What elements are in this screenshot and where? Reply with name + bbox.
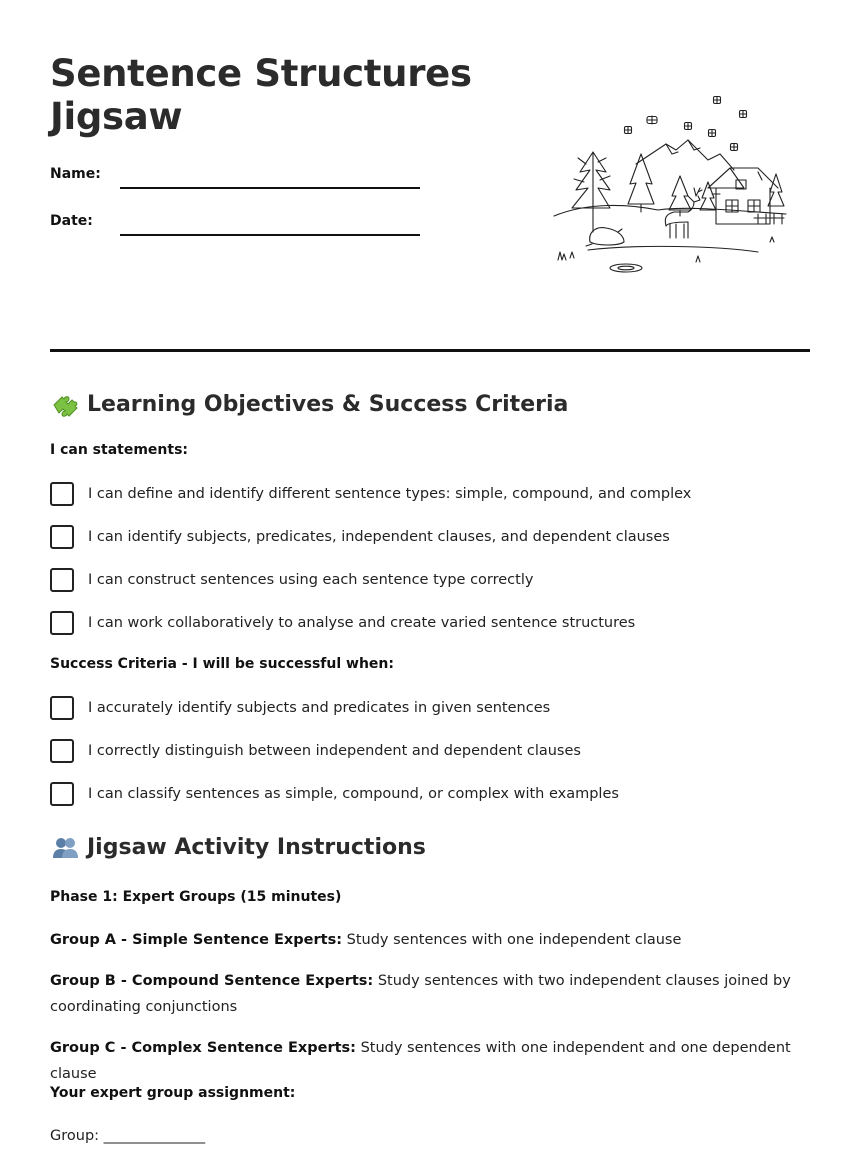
can-item-text: I can work collaboratively to analyse and create varied sentence structures	[88, 615, 636, 631]
success-item-text: I correctly distinguish between independent and dependent clauses	[88, 743, 581, 759]
title-line-2: Jigsaw	[50, 95, 183, 138]
title-line-1: Sentence Structures	[50, 52, 472, 95]
group-a-text: Study sentences with one independent clause	[342, 932, 682, 948]
checkbox[interactable]	[50, 568, 74, 592]
can-item[interactable]	[50, 481, 691, 507]
can-item[interactable]	[50, 524, 670, 550]
people-group-icon	[50, 832, 80, 862]
can-statements-label: I can statements:	[50, 442, 189, 458]
checkbox[interactable]	[50, 611, 74, 635]
success-item-text: I accurately identify subjects and predicates in given sentences	[88, 700, 551, 716]
checkbox[interactable]	[50, 782, 74, 806]
date-label: Date:	[50, 213, 93, 229]
can-item-text: I can construct sentences using each sentence type correctly	[88, 572, 534, 588]
date-field[interactable]	[120, 234, 420, 236]
can-item[interactable]	[50, 610, 635, 636]
objectives-heading	[50, 389, 568, 419]
checkbox[interactable]	[50, 739, 74, 763]
jigsaw-heading-text: Jigsaw Activity Instructions	[87, 834, 426, 860]
group-b-description	[50, 968, 810, 1020]
header-divider	[50, 349, 810, 352]
checkbox[interactable]	[50, 482, 74, 506]
success-item-text: I can classify sentences as simple, compound, or complex with examples	[88, 786, 619, 802]
puzzle-piece-icon	[50, 389, 80, 419]
group-c-label: Group C - Complex Sentence Experts:	[50, 1040, 356, 1056]
phase-1-label: Phase 1: Expert Groups (15 minutes)	[50, 889, 342, 905]
can-item-text: I can identify subjects, predicates, independent clauses, and dependent clauses	[88, 529, 670, 545]
page-title	[50, 52, 472, 138]
group-a-label: Group A - Simple Sentence Experts:	[50, 932, 343, 948]
success-item[interactable]	[50, 738, 581, 764]
objectives-heading-text: Learning Objectives & Success Criteria	[87, 391, 569, 417]
assignment-label: Your expert group assignment:	[50, 1085, 296, 1101]
name-field[interactable]	[120, 187, 420, 189]
group-c-text: Study sentences with one independent and one dependent clause	[50, 1040, 791, 1082]
name-label: Name:	[50, 166, 101, 182]
success-item[interactable]	[50, 781, 619, 807]
group-b-text: Study sentences with two independent clauses joined by coordinating conjunctions	[50, 973, 791, 1015]
group-assignment-field[interactable]: Group: ______________	[50, 1128, 206, 1144]
success-item[interactable]	[50, 695, 550, 721]
checkbox[interactable]	[50, 525, 74, 549]
group-c-description	[50, 1035, 810, 1087]
group-a-description	[50, 927, 810, 953]
success-criteria-label: Success Criteria - I will be successful when:	[50, 656, 394, 672]
can-item[interactable]	[50, 567, 533, 593]
group-b-label: Group B - Compound Sentence Experts:	[50, 973, 374, 989]
winter-cabin-landscape-illustration	[548, 92, 794, 282]
can-item-text: I can define and identify different sentence types: simple, compound, and complex	[88, 486, 692, 502]
jigsaw-heading	[50, 832, 426, 862]
checkbox[interactable]	[50, 696, 74, 720]
